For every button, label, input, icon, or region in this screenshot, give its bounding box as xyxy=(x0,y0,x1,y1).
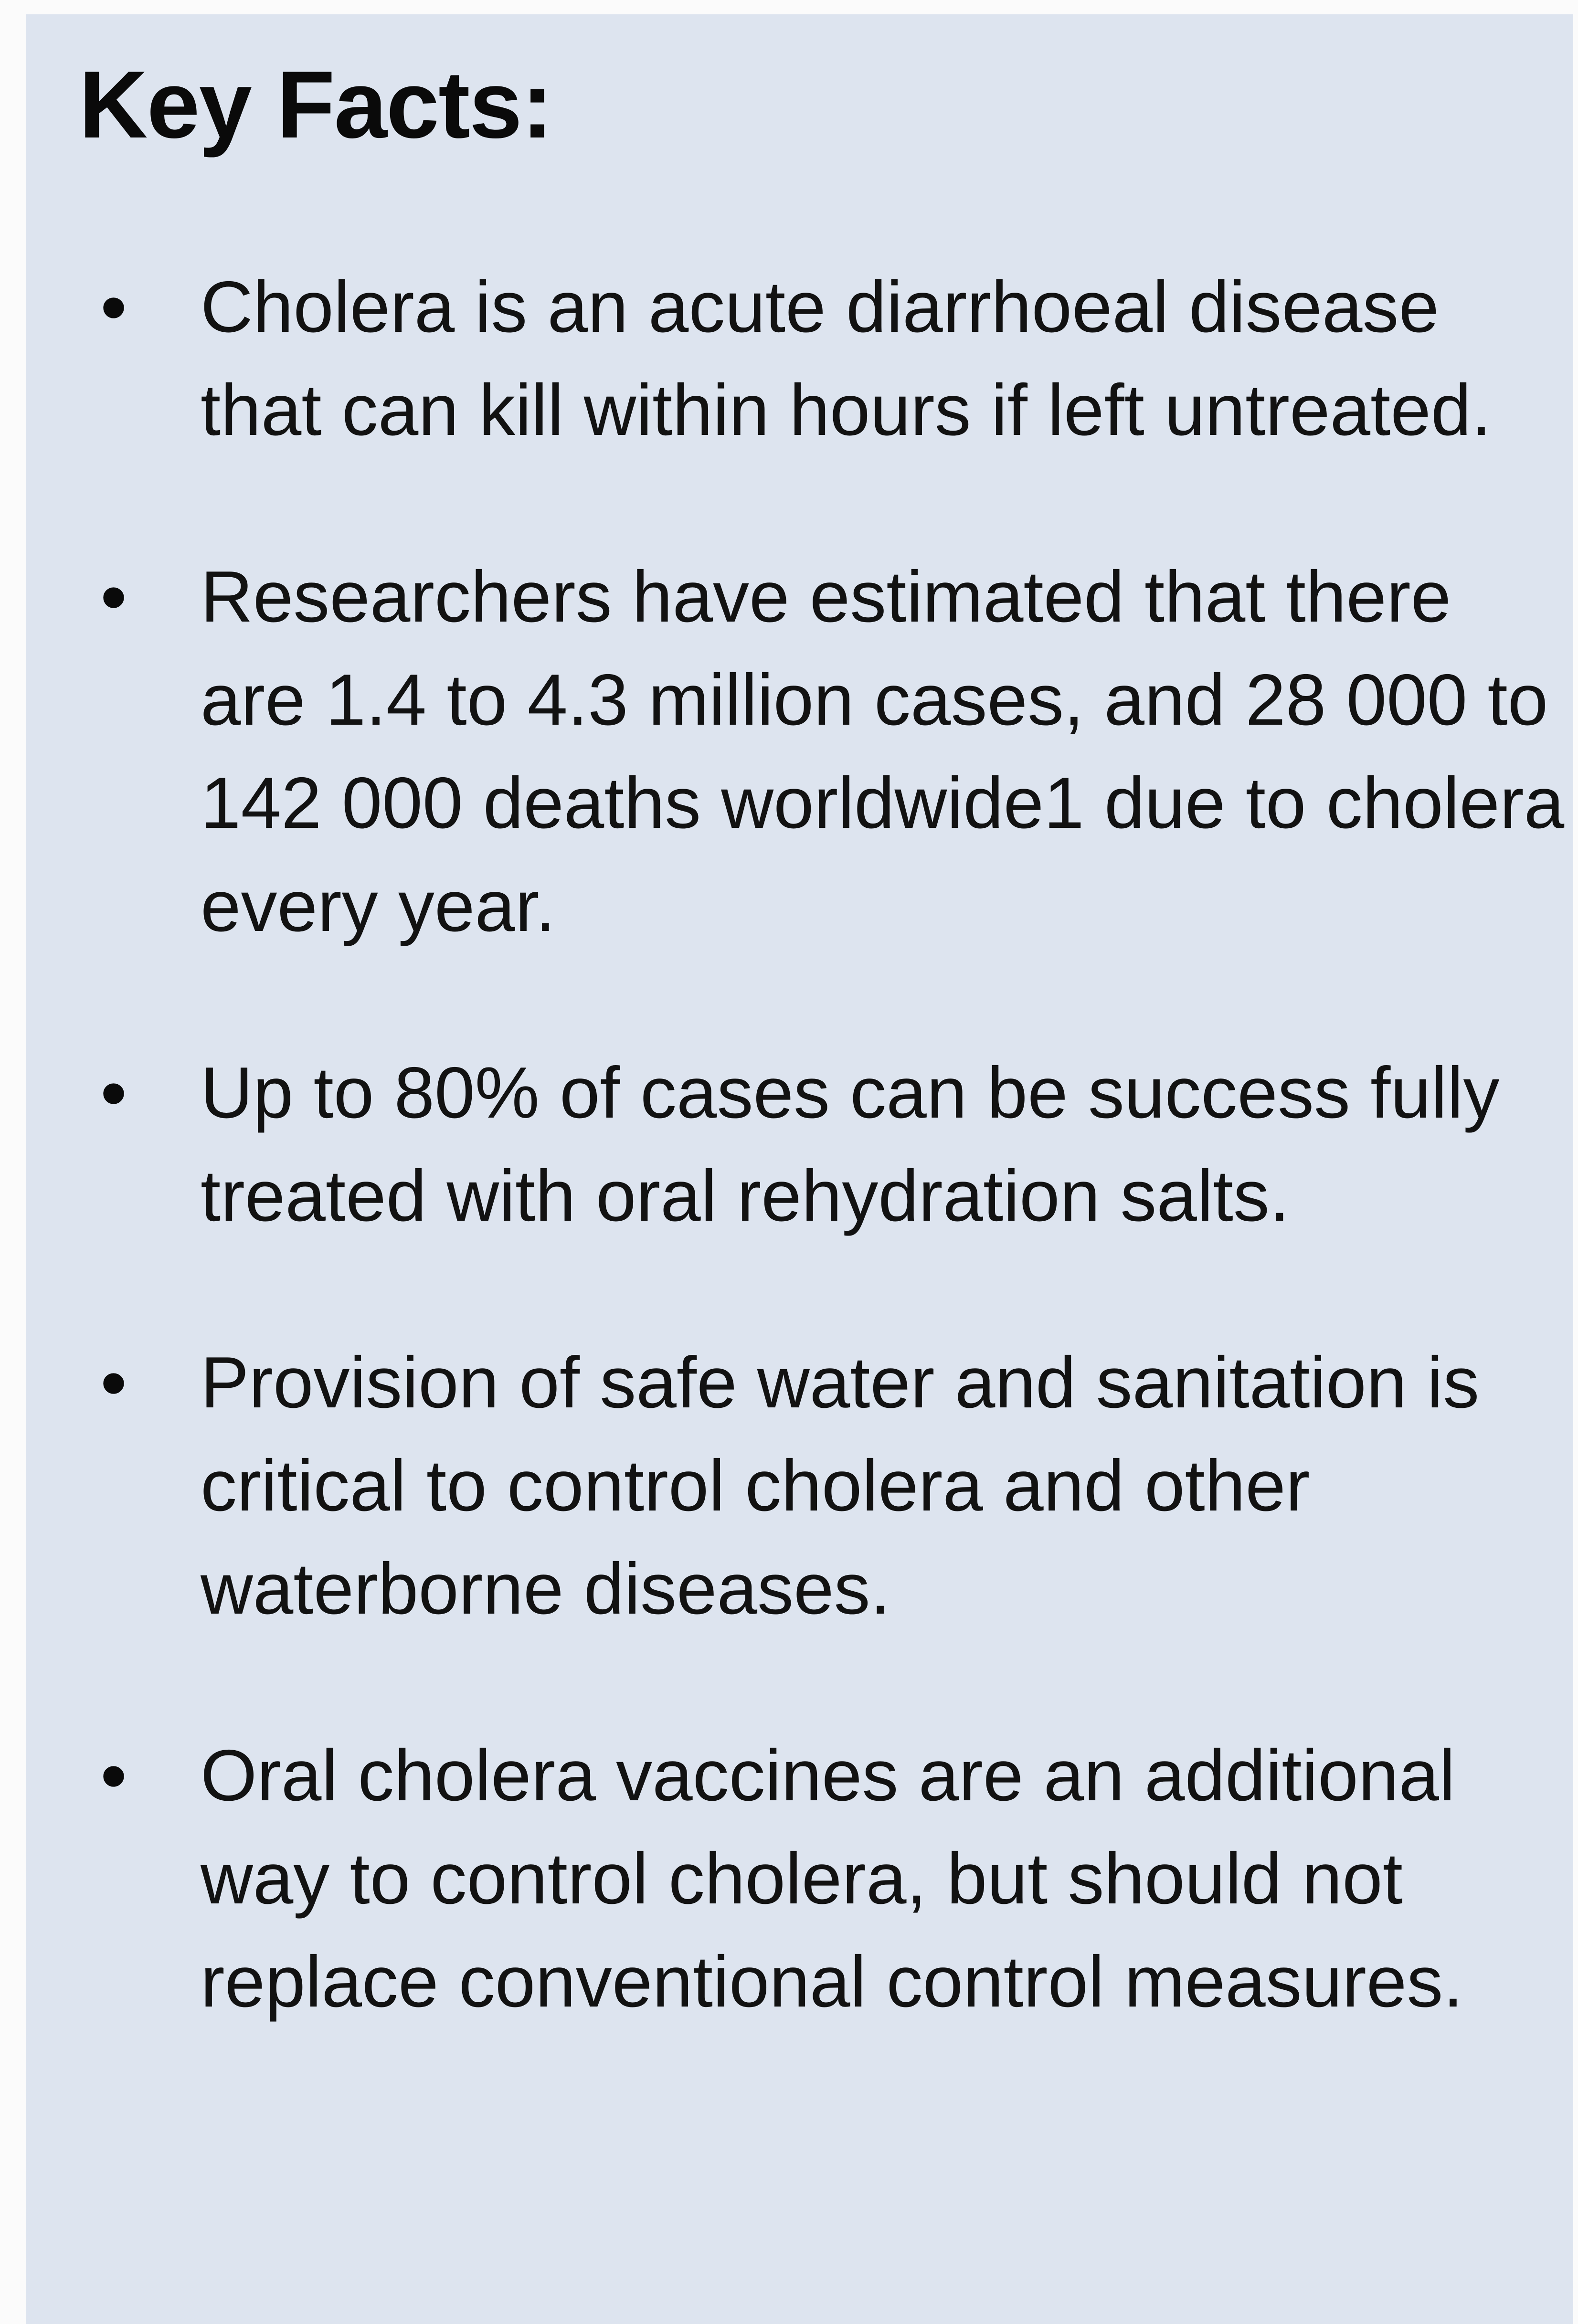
list-item xyxy=(79,545,1568,958)
key-facts-title: Key Facts: xyxy=(79,52,552,158)
fact-text: Oral cholera vaccines are an additional way to control cholera, but should not replace conventional control measures. xyxy=(201,1735,1463,2022)
list-item xyxy=(79,255,1568,462)
bullet-icon: • xyxy=(100,1340,127,1425)
bullet-icon: • xyxy=(100,554,127,639)
fact-text: Cholera is an acute diarrhoeal disease that can kill within hours if left untreated. xyxy=(201,266,1492,451)
list-item xyxy=(79,1724,1568,2033)
fact-text: Provision of safe water and sanitation is critical to control cholera and other waterborne diseases. xyxy=(201,1342,1480,1629)
key-facts-panel xyxy=(26,14,1573,2324)
list-item xyxy=(79,1041,1568,1247)
key-facts-list xyxy=(79,255,1568,2117)
bullet-icon: • xyxy=(100,1050,127,1135)
fact-text: Up to 80% of cases can be success fully treated with oral rehydration salts. xyxy=(201,1052,1500,1236)
bullet-icon: • xyxy=(100,1732,127,1818)
fact-text: Researchers have estimated that there are 1.4 to 4.3 million cases, and 28 000 to 142 000 deaths worldwide1 due to cholera every year. xyxy=(201,556,1565,947)
bullet-icon: • xyxy=(100,264,127,349)
list-item xyxy=(79,1331,1568,1640)
